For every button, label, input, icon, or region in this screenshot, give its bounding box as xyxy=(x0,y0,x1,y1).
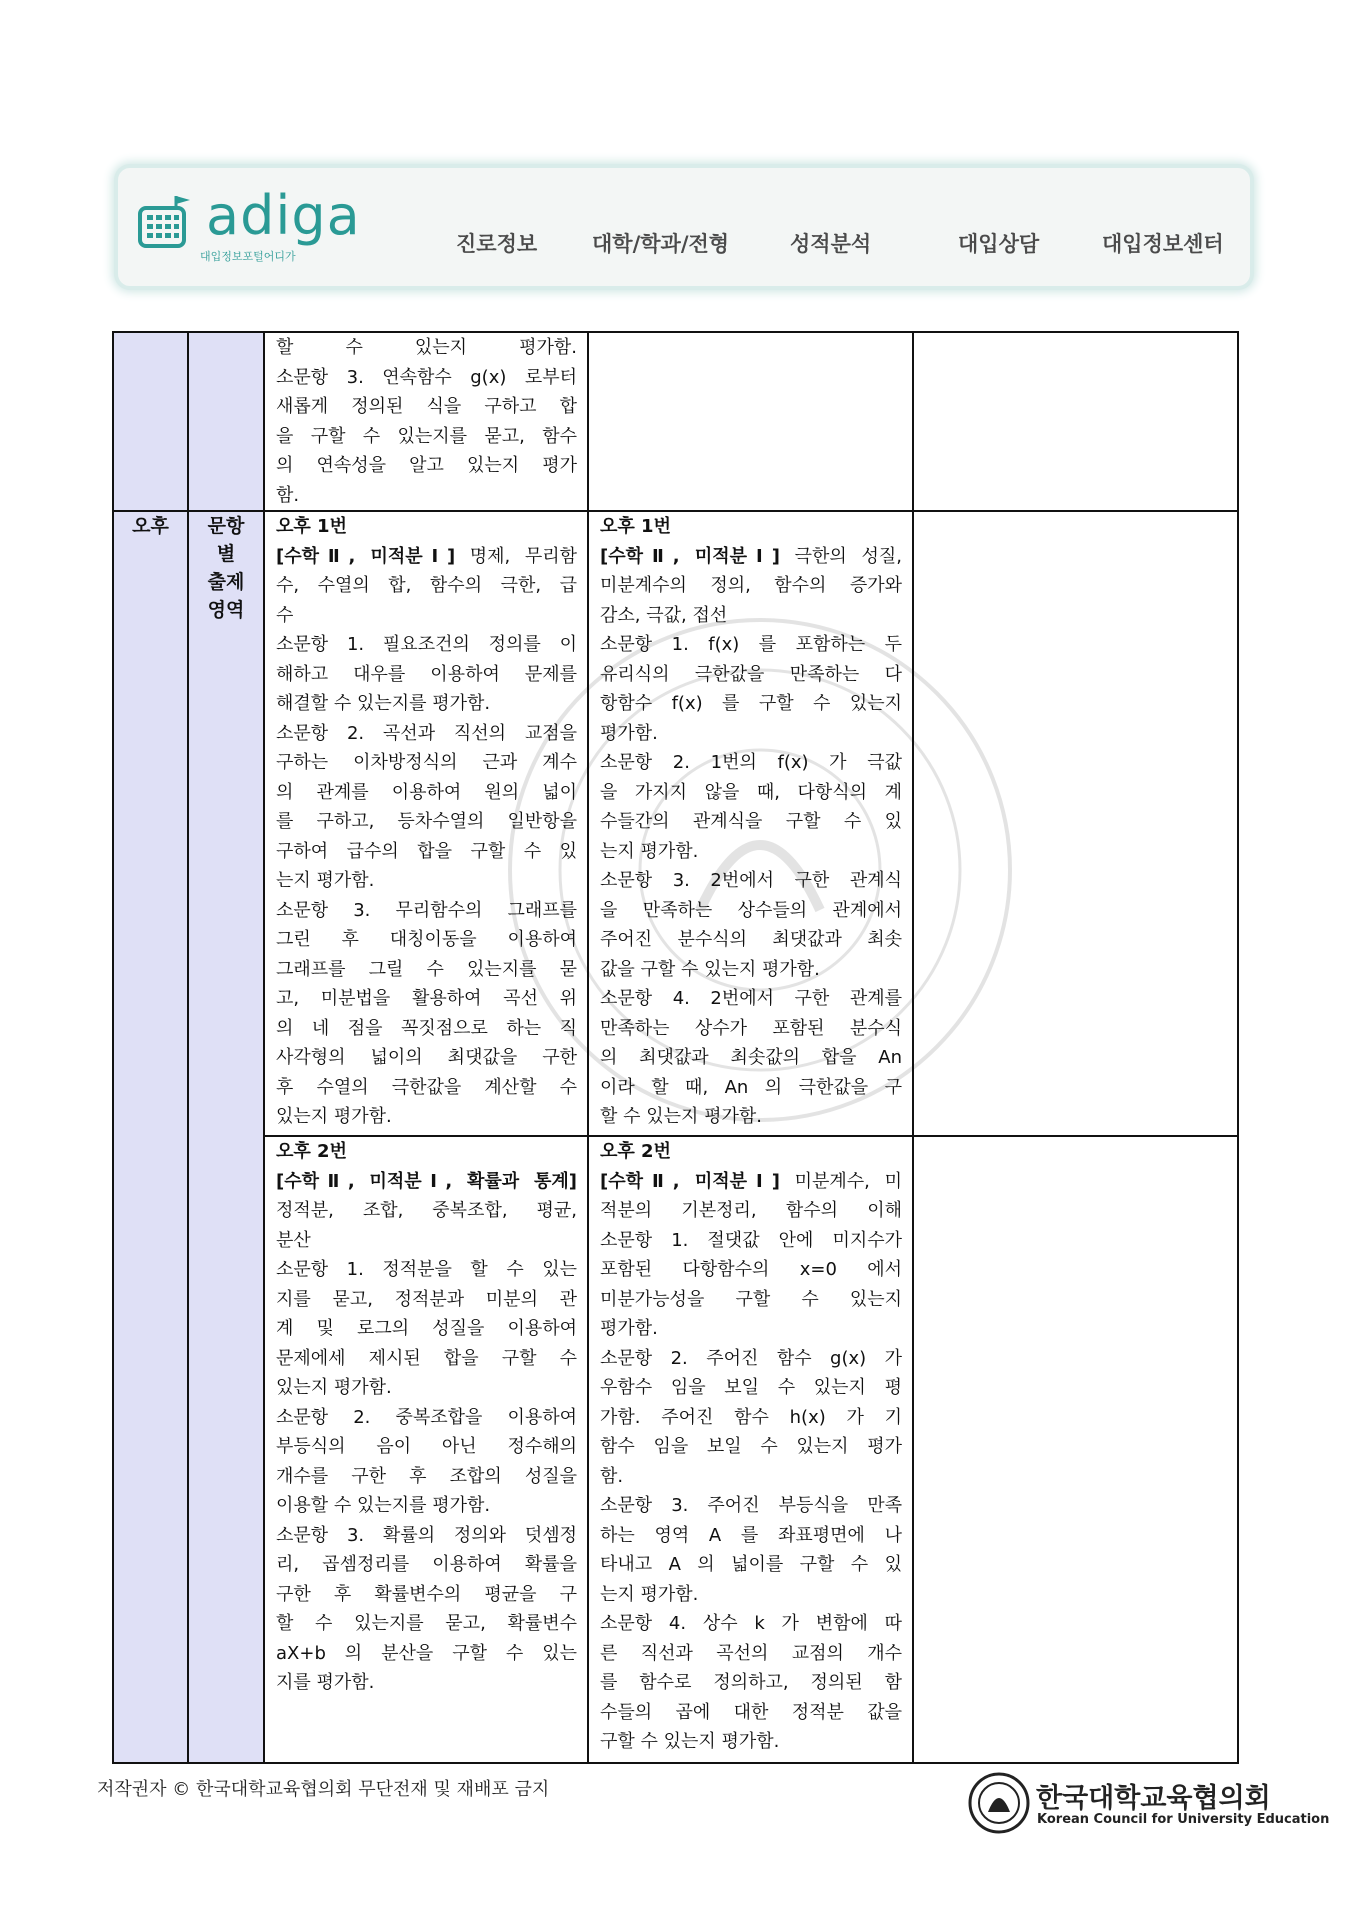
question-heading: 오후 2번 xyxy=(276,1141,347,1162)
cell-line: 함. xyxy=(600,1465,624,1487)
content-cell xyxy=(588,511,913,1136)
cell-line: 가함. 주어진 함수 h(x) 가 기 xyxy=(600,1406,902,1428)
cell-line: 소문항 3. 확률의 정의와 덧셈정 xyxy=(276,1524,577,1546)
empty-cell xyxy=(913,511,1238,1136)
empty-cell xyxy=(913,332,1238,511)
pm2-left-text xyxy=(265,1137,587,1698)
question-heading: 오후 1번 xyxy=(276,516,347,537)
cell-line: 소문항 2. 곡선과 직선의 교점을 xyxy=(276,722,577,744)
pm2-right-text xyxy=(589,1137,912,1757)
row-label-pm: 오후 xyxy=(113,511,188,1763)
cell-line: 그래프를 그릴 수 있는지를 묻 xyxy=(276,958,577,980)
cell-line: 있는지 평가함. xyxy=(276,1377,392,1398)
cell-line: 의 관계를 이용하여 원의 넓이 xyxy=(276,781,577,803)
cell-line: 를 함수로 정의하고, 정의된 함 xyxy=(600,1672,902,1693)
nav-university-admissions[interactable]: 대학/학과/전형 xyxy=(592,232,730,256)
cell-line: 해결할 수 있는지를 평가함. xyxy=(276,693,491,714)
cell-line: 미분가능성을 구할 수 있는지 xyxy=(600,1288,902,1310)
cell-line: 는지 평가함. xyxy=(600,1583,699,1605)
cell-line: 문제에세 제시된 합을 구할 수 xyxy=(276,1347,577,1369)
copyright-notice: 저작권자 © 한국대학교육협의회 무단전재 및 재배포 금지 xyxy=(97,1779,550,1800)
cell-line: 수들의 곱에 대한 정적분 값을 xyxy=(600,1701,902,1723)
cell-line: 의 연속성을 알고 있는지 평가 xyxy=(276,455,577,476)
content-cell xyxy=(264,1136,588,1763)
cell-line: 의 최댓값과 최솟값의 합을 An xyxy=(600,1047,902,1068)
cell-line: 할 수 있는지 평가함. xyxy=(600,1106,762,1127)
cell-line: 함. xyxy=(276,484,300,506)
content-cell xyxy=(588,1136,913,1763)
cell-line: 정적분, 조합, 중복조합, 평균, xyxy=(276,1200,577,1221)
cell-line: 평가함. xyxy=(600,722,658,744)
cell-line: 만족하는 상수가 포함된 분수식 xyxy=(600,1017,902,1039)
cell-line: [수학Ⅱ, 미적분Ⅰ] 미분계수, 미 xyxy=(600,1170,902,1192)
table-row xyxy=(113,511,1238,1136)
table-row xyxy=(113,332,1238,511)
cell-line: 부등식의 음이 아닌 정수해의 xyxy=(276,1436,577,1457)
cell-line: 유리식의 극한값을 만족하는 다 xyxy=(600,663,902,685)
cell-line: 소문항 1. f(x) 를 포함하는 두 xyxy=(600,634,902,655)
cell-line: 구할 수 있는지 평가함. xyxy=(600,1731,780,1752)
empty-cell xyxy=(588,332,913,511)
cell-line: 값을 구할 수 있는지 평가함. xyxy=(600,958,820,980)
cell-line: 소문항 3. 2번에서 구한 관계식 xyxy=(600,870,902,891)
cell-line: 소문항 3. 무리함수의 그래프를 xyxy=(276,899,577,921)
nav-score-analysis[interactable]: 성적분석 xyxy=(790,232,872,256)
cell-line: 수, 수열의 합, 함수의 극한, 급 xyxy=(276,575,577,596)
cell-line: 을 가지지 않을 때, 다항식의 계 xyxy=(600,781,902,803)
cell-line: 구하여 급수의 합을 구할 수 있 xyxy=(276,840,577,862)
nav-admission-counseling[interactable]: 대입상담 xyxy=(958,232,1040,256)
cell-line: 수들간의 관계식을 구할 수 있 xyxy=(600,811,902,832)
top-cell-text xyxy=(265,333,587,510)
cell-line: 소문항 2. 1번의 f(x) 가 극값 xyxy=(600,752,902,773)
cell-line: 소문항 1. 필요조건의 정의를 이 xyxy=(276,634,577,655)
cell-line: 를 구하고, 등차수열의 일반항을 xyxy=(276,811,577,832)
cell-line: 할 수 있는지 평가함. xyxy=(276,337,577,358)
cell-line: [수학Ⅱ, 미적분Ⅰ, 확률과 통계] xyxy=(276,1170,577,1192)
cell-line: 평가함. xyxy=(600,1318,658,1339)
cell-line: 개수를 구한 후 조합의 성질을 xyxy=(276,1465,577,1487)
logo-subtitle: 대입정보포털어디가 xyxy=(200,250,296,263)
cell-line: 이용할 수 있는지를 평가함. xyxy=(276,1495,491,1516)
pm1-right-text xyxy=(589,512,912,1132)
cell-line: 구한 후 확률변수의 평균을 구 xyxy=(276,1583,577,1605)
cell-line: 있는지 평가함. xyxy=(276,1106,392,1127)
cell-line: 소문항 3. 주어진 부등식을 만족 xyxy=(600,1495,902,1516)
cell-line: 소문항 1. 정적분을 할 수 있는 xyxy=(276,1259,577,1280)
question-heading: 오후 1번 xyxy=(600,516,671,537)
table-row xyxy=(113,1136,1238,1763)
nav-career-info[interactable]: 진로정보 xyxy=(456,232,538,256)
cell-line: 계 및 로그의 성질을 이용하여 xyxy=(276,1318,577,1339)
cell-line: aX+b 의 분산을 구할 수 있는 xyxy=(276,1642,577,1664)
cell-line: 하는 영역 A 를 좌표평면에 나 xyxy=(600,1524,902,1546)
org-name-english: Korean Council for University Education xyxy=(1037,1812,1330,1827)
empty-cell xyxy=(913,1136,1238,1763)
logo-wordmark: adiga xyxy=(206,184,361,247)
cell-line: 해하고 대우를 이용하여 문제를 xyxy=(276,663,577,685)
cell-line: 소문항 4. 2번에서 구한 관계를 xyxy=(600,988,902,1009)
cell-line: 이라 할 때, An 의 극한값을 구 xyxy=(600,1076,902,1098)
cell-line: 는지 평가함. xyxy=(276,870,375,891)
cell-line: 새롭게 정의된 식을 구하고 합 xyxy=(276,396,577,417)
cell-line: 의 네 점을 꼭짓점으로 하는 직 xyxy=(276,1017,577,1039)
cell-line: 포함된 다항함수의 x=0 에서 xyxy=(600,1259,902,1280)
cell-line: 고, 미분법을 활용하여 곡선 위 xyxy=(276,988,577,1009)
cell-line: 미분계수의 정의, 함수의 증가와 xyxy=(600,575,902,596)
content-cell xyxy=(264,511,588,1136)
cell-line: 소문항 4. 상수 k 가 변함에 따 xyxy=(600,1613,902,1634)
cell-line: 주어진 분수식의 최댓값과 최솟 xyxy=(600,929,902,950)
pm1-left-text xyxy=(265,512,587,1132)
nav-admission-info-center[interactable]: 대입정보센터 xyxy=(1102,232,1224,256)
cell-line: 지를 묻고, 정적분과 미분의 관 xyxy=(276,1288,577,1310)
cell-line: 리, 곱셈정리를 이용하여 확률을 xyxy=(276,1554,577,1575)
cell-line: [수학Ⅱ, 미적분Ⅰ] 극한의 성질, xyxy=(600,545,902,567)
cell-line: 함수 임을 보일 수 있는지 평가 xyxy=(600,1436,902,1457)
cell-line: 그린 후 대칭이동을 이용하여 xyxy=(276,929,577,950)
cell-line: 는지 평가함. xyxy=(600,840,699,862)
cell-line: 우함수 임을 보일 수 있는지 평 xyxy=(600,1377,902,1398)
cell-line: 수 xyxy=(276,604,294,626)
adiga-logo[interactable] xyxy=(136,184,366,268)
cell-line: 항함수 f(x) 를 구할 수 있는지 xyxy=(600,693,902,714)
cell-line: 소문항 2. 주어진 함수 g(x) 가 xyxy=(600,1347,902,1369)
cell-line: 사각형의 넓이의 최댓값을 구한 xyxy=(276,1047,577,1068)
cell-line: [수학Ⅱ, 미적분Ⅰ] 명제, 무리함 xyxy=(276,545,577,567)
building-icon xyxy=(136,194,198,254)
cell-line: 적분의 기본정리, 함수의 이해 xyxy=(600,1200,902,1221)
cell-line: 소문항 2. 중복조합을 이용하여 xyxy=(276,1406,577,1428)
org-name-korean: 한국대학교육협의회 xyxy=(1036,1783,1271,1814)
kcue-seal-icon xyxy=(968,1772,1030,1834)
cell-line: 후 수열의 극한값을 계산할 수 xyxy=(276,1076,577,1098)
cell-line: 른 직선과 곡선의 교점의 개수 xyxy=(600,1642,902,1664)
cell-line: 을 만족하는 상수들의 관계에서 xyxy=(600,899,902,921)
label-cell xyxy=(113,332,188,511)
category-label: 문항 별 출제 영역 xyxy=(188,511,264,1763)
question-heading: 오후 2번 xyxy=(600,1141,671,1162)
site-header-banner xyxy=(118,168,1250,286)
cell-line: 구하는 이차방정식의 근과 계수 xyxy=(276,752,577,773)
cell-line: 타내고 A 의 넓이를 구할 수 있 xyxy=(600,1554,902,1575)
cell-line: 을 구할 수 있는지를 묻고, 함수 xyxy=(276,425,577,447)
cell-line: 소문항 3. 연속함수 g(x) 로부터 xyxy=(276,366,577,388)
cell-line: 감소, 극값, 접선 xyxy=(600,604,728,626)
cell-line: 할 수 있는지를 묻고, 확률변수 xyxy=(276,1613,577,1634)
exam-evaluation-table xyxy=(112,331,1239,1764)
content-cell xyxy=(264,332,588,511)
cell-line: 소문항 1. 절댓값 안에 미지수가 xyxy=(600,1229,902,1251)
cell-line: 지를 평가함. xyxy=(276,1672,375,1693)
label-cell xyxy=(188,332,264,511)
cell-line: 분산 xyxy=(276,1229,311,1251)
